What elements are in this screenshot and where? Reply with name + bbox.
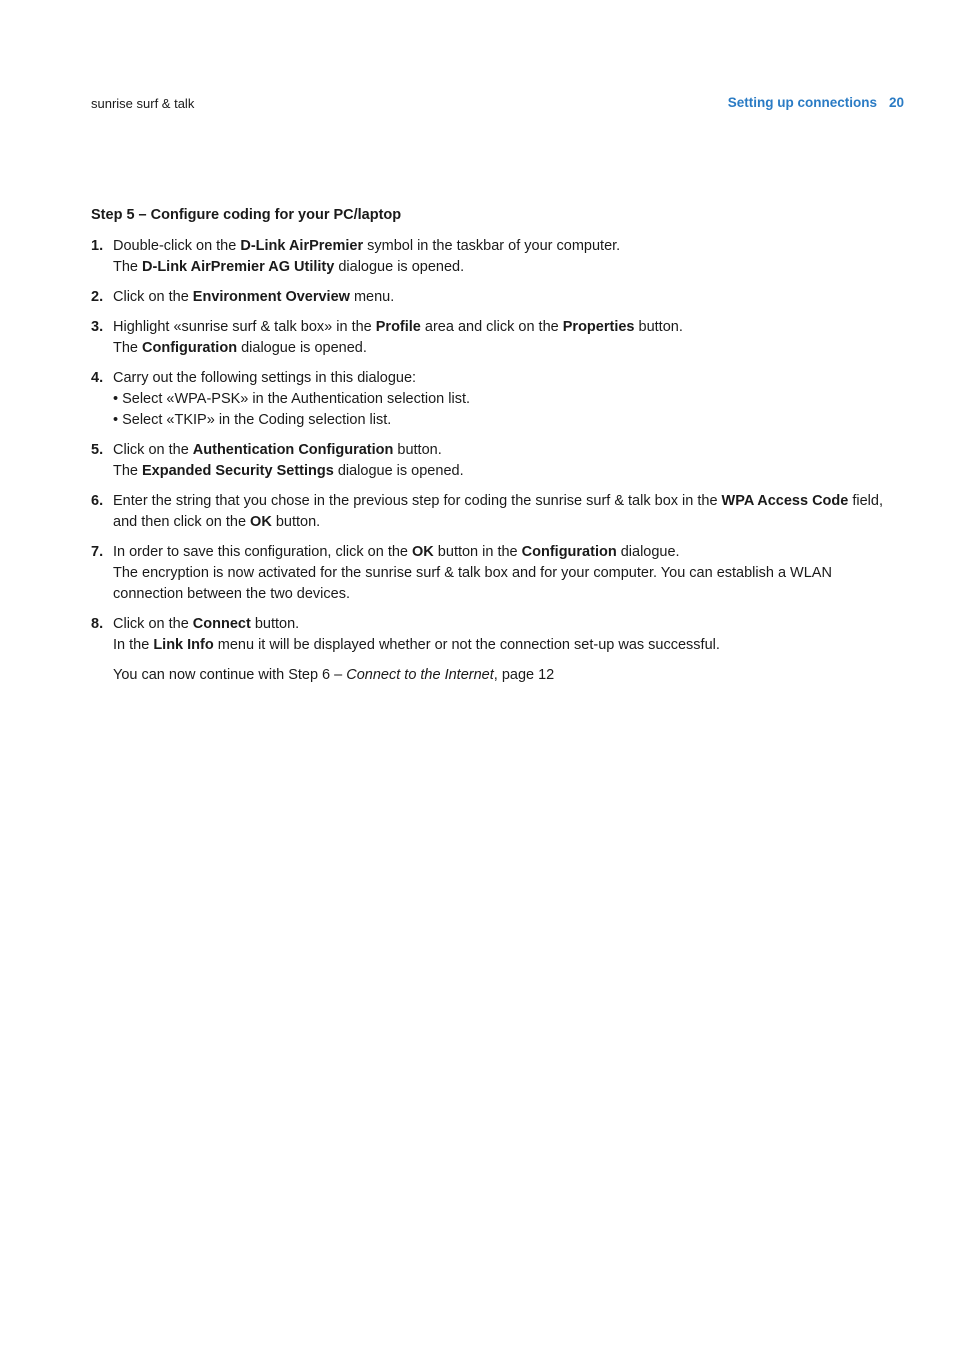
step-line	[113, 491, 891, 533]
text-run: • Select «TKIP» in the Coding selection list.	[113, 411, 392, 428]
text-run: menu.	[349, 288, 395, 305]
text-run: area and click on the	[420, 319, 563, 336]
step-line	[113, 317, 891, 338]
step-number: 1.	[91, 237, 104, 254]
bold-term: WPA Access Code	[721, 493, 849, 510]
step-item-3	[91, 317, 891, 359]
step-number: 4.	[91, 370, 104, 387]
text-run: menu it will be displayed whether or not the connection set-up was successful.	[213, 637, 720, 654]
text-run: Highlight «sunrise surf & talk box» in the	[113, 319, 376, 336]
section-header	[728, 95, 904, 110]
bold-term: D-Link AirPremier AG Utility	[142, 258, 335, 275]
step-item-4	[91, 368, 891, 430]
bold-term: OK	[250, 514, 272, 531]
section-title: Setting up connections	[727, 95, 877, 110]
step-line	[113, 563, 891, 605]
document-brand: sunrise surf & talk	[91, 96, 195, 111]
text-run: button.	[634, 319, 683, 336]
text-run: button in the	[433, 544, 522, 561]
bold-term: Expanded Security Settings	[142, 462, 334, 479]
closing-note	[91, 665, 891, 686]
step-line	[113, 614, 891, 635]
text-run: You can now continue with Step 6 –	[113, 667, 347, 684]
text-run: Click on the	[113, 442, 193, 459]
text-run: button.	[393, 442, 442, 459]
step-line	[113, 389, 891, 410]
step-item-7	[91, 542, 891, 604]
step-line	[113, 542, 891, 563]
text-run: dialogue is opened.	[333, 462, 464, 479]
bold-term: Link Info	[153, 637, 214, 654]
step-number: 7.	[91, 544, 104, 561]
text-run: The encryption is now activated for the sunrise surf & talk box and for your computer. You can establish a WLAN connection between the two devices.	[113, 565, 832, 602]
step-line	[113, 410, 891, 431]
text-run: The	[113, 462, 143, 479]
step-heading: Step 5 – Configure coding for your PC/laptop	[91, 207, 402, 223]
text-run: In the	[113, 637, 154, 654]
text-run: button.	[271, 514, 321, 531]
bold-term: Connect	[192, 616, 251, 633]
step-item-2	[91, 287, 891, 308]
page-number: 20	[888, 95, 904, 110]
text-run: Carry out the following settings in this dialogue:	[113, 370, 417, 387]
step-number: 2.	[91, 288, 104, 305]
step-number: 5.	[91, 442, 104, 459]
text-run: symbol in the taskbar of your computer.	[363, 237, 621, 254]
text-run: , page 12	[493, 667, 555, 684]
step-line	[113, 635, 891, 656]
step-item-8	[91, 614, 891, 656]
steps-list	[91, 236, 891, 656]
text-run: dialogue.	[616, 544, 680, 561]
bold-term: D-Link AirPremier	[240, 237, 364, 254]
step-item-1	[91, 236, 891, 278]
text-run: Double-click on the	[113, 237, 241, 254]
text-run: dialogue is opened.	[237, 339, 367, 356]
text-run: Click on the	[113, 616, 193, 633]
bold-term: Configuration	[142, 339, 238, 356]
bold-term: OK	[412, 544, 434, 561]
text-run: button.	[250, 616, 300, 633]
step-item-5	[91, 440, 891, 482]
bold-term: Authentication Configuration	[192, 442, 394, 459]
bold-term: Properties	[562, 319, 635, 336]
step-line	[113, 461, 891, 482]
text-run: The	[113, 339, 143, 356]
step-line	[113, 287, 891, 308]
step-line	[113, 368, 891, 389]
step-item-6	[91, 491, 891, 533]
bold-term: Environment Overview	[192, 288, 350, 305]
step-number: 3.	[91, 319, 104, 336]
step-line	[113, 440, 891, 461]
text-run: Enter the string that you chose in the previous step for coding the sunrise surf & talk box in the	[113, 493, 722, 510]
text-run: dialogue is opened.	[334, 258, 465, 275]
step-line	[113, 338, 891, 359]
step-number: 8.	[91, 616, 104, 633]
text-run: The	[113, 258, 143, 275]
text-run: In order to save this configuration, click on the	[113, 544, 413, 561]
main-content	[91, 205, 891, 701]
text-run: field, and then click on the	[113, 493, 883, 531]
text-run: • Select «WPA-PSK» in the Authentication selection list.	[113, 391, 471, 408]
text-run: Click on the	[113, 288, 193, 305]
bold-term: Profile	[375, 319, 421, 336]
italic-reference: Connect to the Internet	[346, 667, 494, 684]
step-line	[113, 257, 891, 278]
step-number: 6.	[91, 493, 104, 510]
bold-term: Configuration	[521, 544, 617, 561]
step-line	[113, 236, 891, 257]
